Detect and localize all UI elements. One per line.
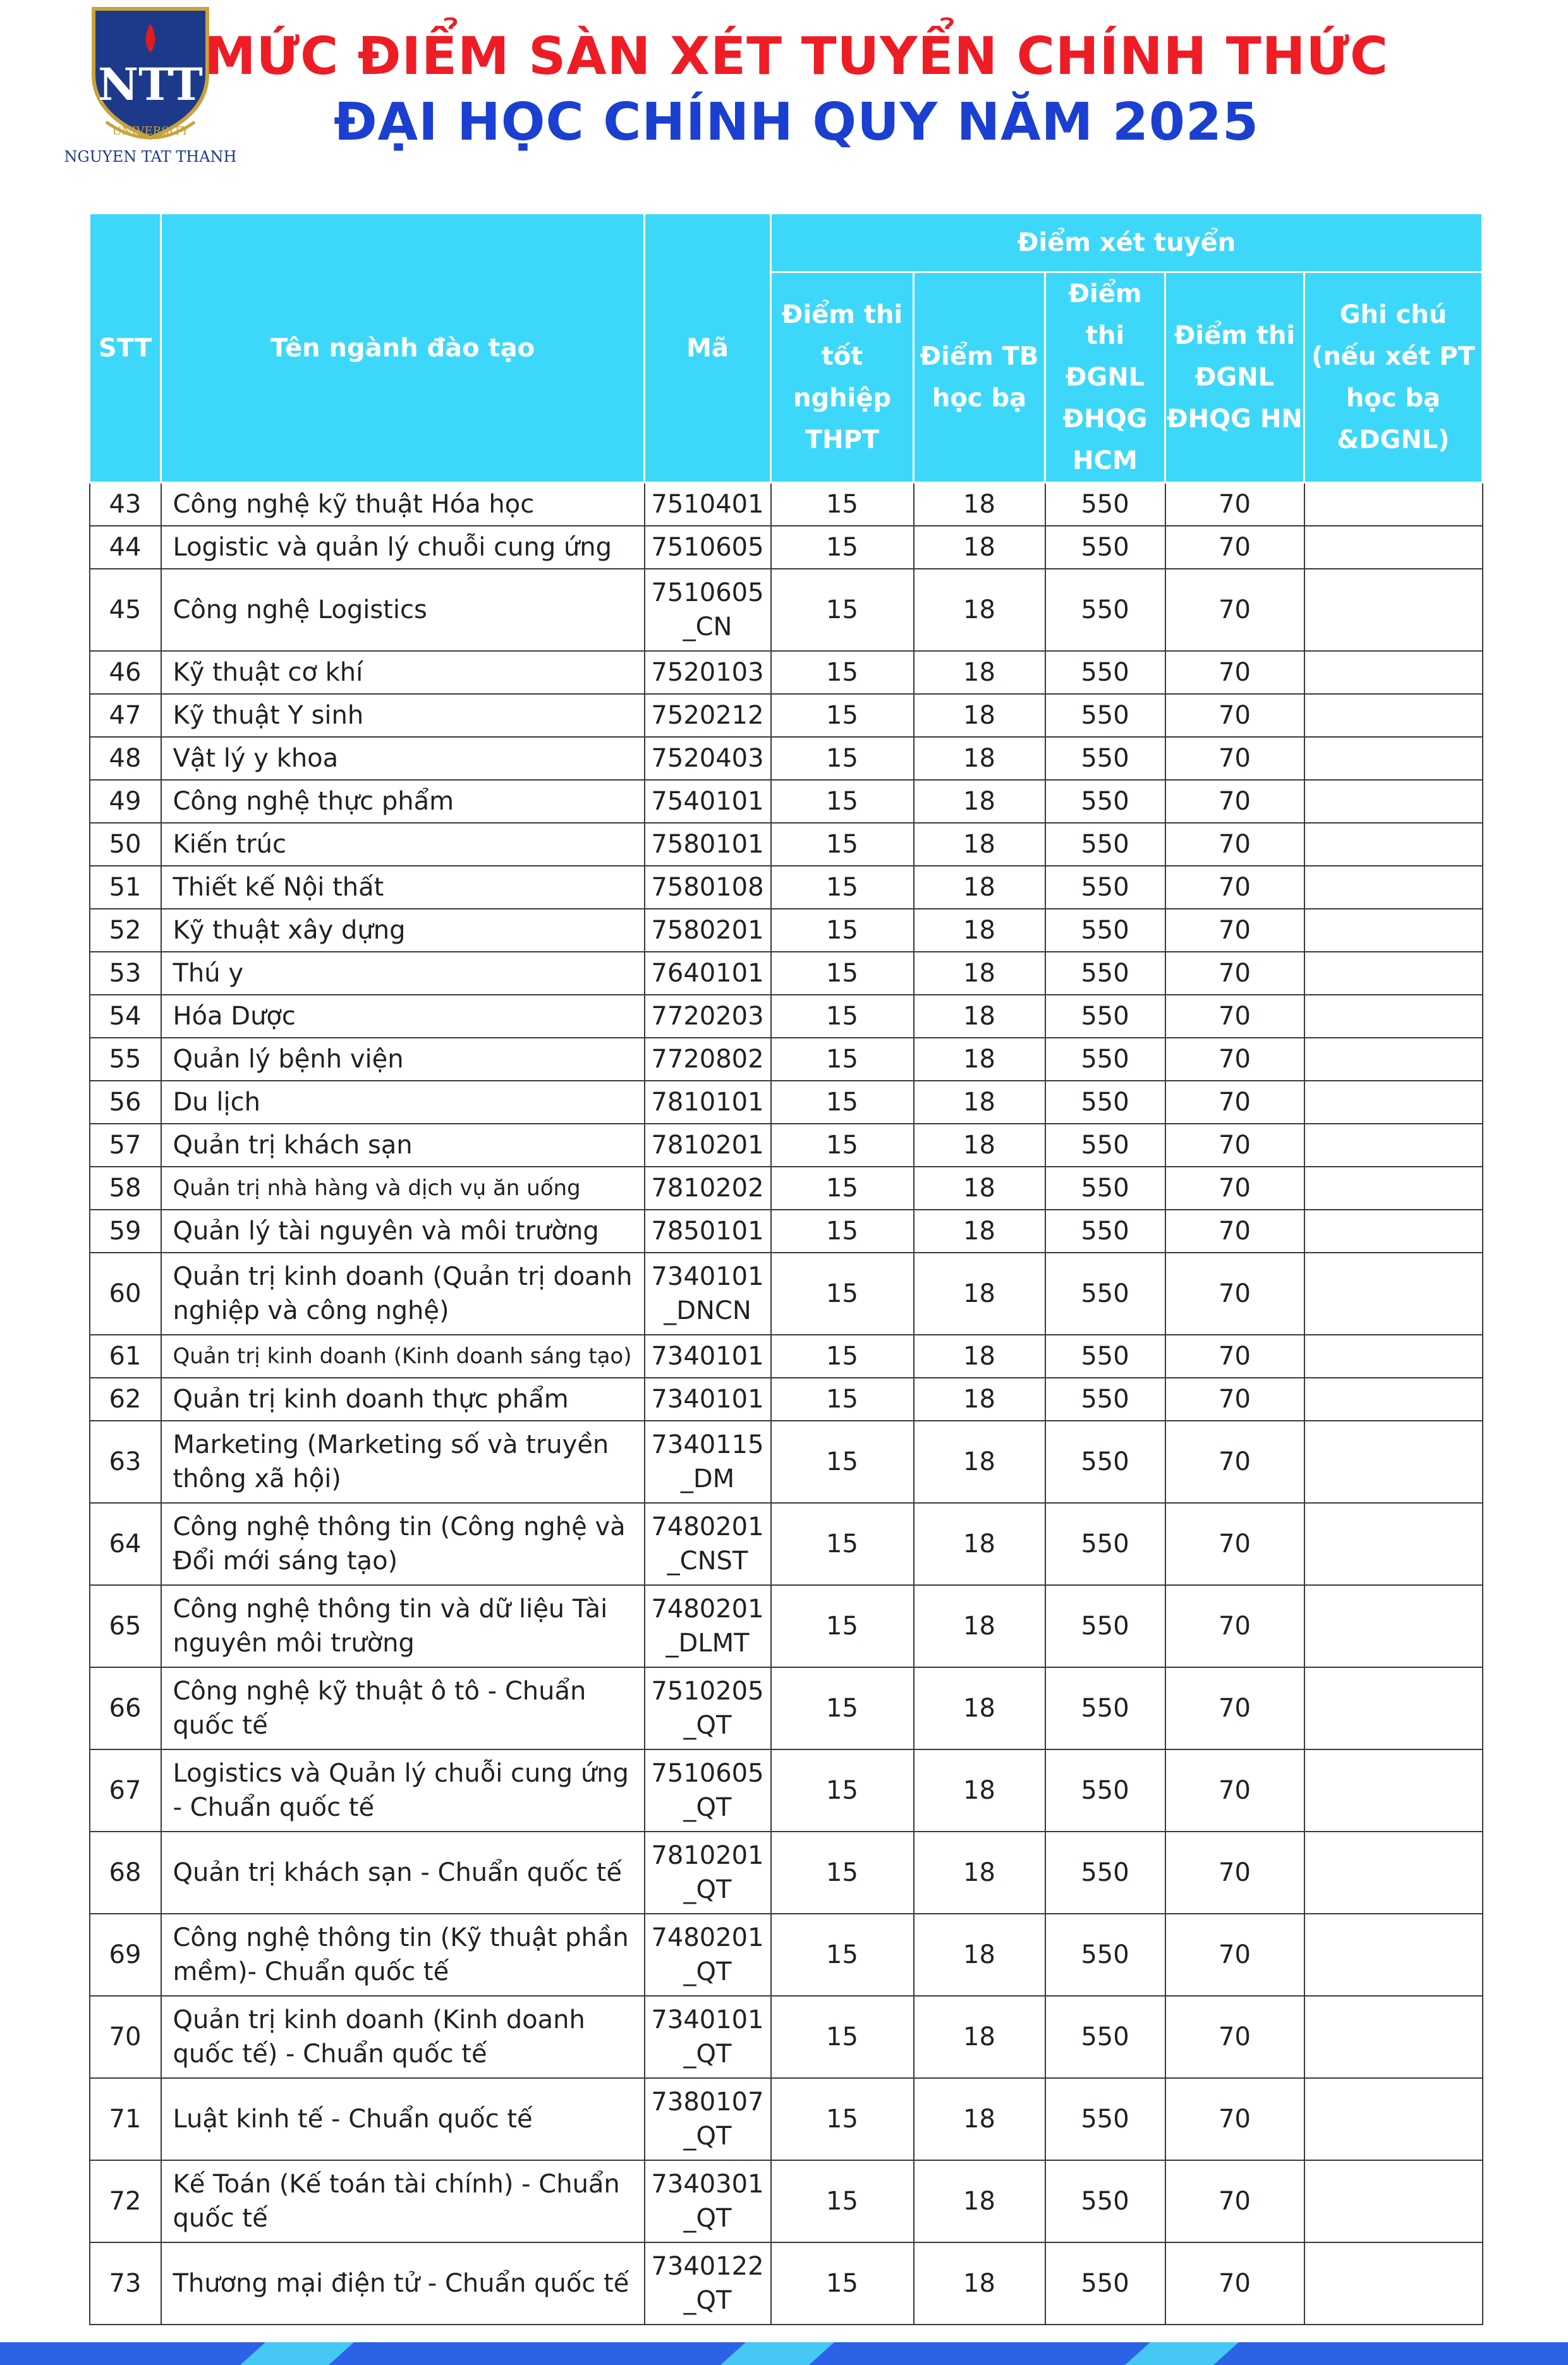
row-thpt-score: 15 <box>771 1081 914 1124</box>
row-dgnl-hn-score: 70 <box>1165 526 1304 569</box>
table-row <box>90 1124 1483 1167</box>
row-thpt-score: 15 <box>771 952 914 995</box>
row-dgnl-hn-score: 70 <box>1165 866 1304 909</box>
table-row <box>90 1421 1483 1503</box>
row-dgnl-hcm-score: 550 <box>1045 1749 1165 1832</box>
table-row <box>90 1081 1483 1124</box>
row-dgnl-hcm-score: 550 <box>1045 866 1165 909</box>
row-dgnl-hcm-score: 550 <box>1045 995 1165 1038</box>
row-stt: 46 <box>90 651 161 694</box>
bottom-decor-bar <box>0 2342 1568 2365</box>
logo-ring-text: UNIVERSITY <box>112 125 189 138</box>
table-row <box>90 866 1483 909</box>
row-note <box>1304 1914 1483 1996</box>
row-hocba-score: 18 <box>914 1503 1045 1585</box>
row-thpt-score: 15 <box>771 526 914 569</box>
row-code: 7340101 <box>645 1335 771 1378</box>
row-dgnl-hcm-score: 550 <box>1045 780 1165 823</box>
row-name: Quản trị kinh doanh (Kinh doanh sáng tạo) <box>161 1335 645 1378</box>
row-note <box>1304 2160 1483 2242</box>
row-thpt-score: 15 <box>771 569 914 651</box>
row-code: 7340115 _DM <box>645 1421 771 1503</box>
row-thpt-score: 15 <box>771 1996 914 2078</box>
row-thpt-score: 15 <box>771 1124 914 1167</box>
table-row <box>90 2078 1483 2160</box>
row-hocba-score: 18 <box>914 1335 1045 1378</box>
row-code: 7580101 <box>645 823 771 866</box>
row-hocba-score: 18 <box>914 1210 1045 1253</box>
row-dgnl-hcm-score: 550 <box>1045 1503 1165 1585</box>
row-dgnl-hn-score: 70 <box>1165 1210 1304 1253</box>
row-dgnl-hn-score: 70 <box>1165 1585 1304 1667</box>
row-thpt-score: 15 <box>771 2160 914 2242</box>
table-row <box>90 1038 1483 1081</box>
row-dgnl-hcm-score: 550 <box>1045 483 1165 526</box>
page-title-line-1: MỨC ĐIỂM SÀN XÉT TUYỂN CHÍNH THỨC <box>204 27 1389 87</box>
row-stt: 62 <box>90 1378 161 1421</box>
row-code: 7480201 _DLMT <box>645 1585 771 1667</box>
table-row <box>90 1253 1483 1335</box>
row-stt: 45 <box>90 569 161 651</box>
row-dgnl-hcm-score: 550 <box>1045 1832 1165 1914</box>
row-note <box>1304 1335 1483 1378</box>
row-name: Công nghệ Logistics <box>161 569 645 651</box>
row-note <box>1304 694 1483 737</box>
row-hocba-score: 18 <box>914 1832 1045 1914</box>
row-name: Quản trị nhà hàng và dịch vụ ăn uống <box>161 1167 645 1210</box>
row-dgnl-hn-score: 70 <box>1165 737 1304 780</box>
row-dgnl-hn-score: 70 <box>1165 1378 1304 1421</box>
logo-monogram: NTT <box>98 58 203 111</box>
row-hocba-score: 18 <box>914 1167 1045 1210</box>
row-name: Kiến trúc <box>161 823 645 866</box>
row-note <box>1304 1124 1483 1167</box>
table-row <box>90 2242 1483 2325</box>
row-hocba-score: 18 <box>914 866 1045 909</box>
row-code: 7340101 <box>645 1378 771 1421</box>
row-note <box>1304 1996 1483 2078</box>
row-code: 7520403 <box>645 737 771 780</box>
row-name: Kỹ thuật cơ khí <box>161 651 645 694</box>
row-code: 7810202 <box>645 1167 771 1210</box>
row-hocba-score: 18 <box>914 995 1045 1038</box>
row-name: Du lịch <box>161 1081 645 1124</box>
table-row <box>90 1503 1483 1585</box>
row-dgnl-hcm-score: 550 <box>1045 737 1165 780</box>
table-body <box>90 483 1483 2325</box>
row-thpt-score: 15 <box>771 737 914 780</box>
row-dgnl-hn-score: 70 <box>1165 1832 1304 1914</box>
row-dgnl-hcm-score: 550 <box>1045 1914 1165 1996</box>
header-stt: STT <box>90 214 161 483</box>
row-thpt-score: 15 <box>771 1167 914 1210</box>
row-dgnl-hcm-score: 550 <box>1045 1378 1165 1421</box>
row-note <box>1304 526 1483 569</box>
row-stt: 50 <box>90 823 161 866</box>
row-stt: 68 <box>90 1832 161 1914</box>
row-note <box>1304 1378 1483 1421</box>
row-name: Logistics và Quản lý chuỗi cung ứng - Chuẩn quốc tế <box>161 1749 645 1832</box>
row-dgnl-hcm-score: 550 <box>1045 694 1165 737</box>
row-note <box>1304 952 1483 995</box>
row-dgnl-hcm-score: 550 <box>1045 1124 1165 1167</box>
row-code: 7850101 <box>645 1210 771 1253</box>
row-code: 7340101 _DNCN <box>645 1253 771 1335</box>
row-dgnl-hn-score: 70 <box>1165 909 1304 952</box>
row-hocba-score: 18 <box>914 780 1045 823</box>
row-note <box>1304 569 1483 651</box>
row-dgnl-hn-score: 70 <box>1165 1421 1304 1503</box>
row-hocba-score: 18 <box>914 694 1045 737</box>
table-row <box>90 1335 1483 1378</box>
table-row <box>90 694 1483 737</box>
row-dgnl-hcm-score: 550 <box>1045 1335 1165 1378</box>
row-hocba-score: 18 <box>914 2242 1045 2325</box>
row-thpt-score: 15 <box>771 1253 914 1335</box>
row-dgnl-hn-score: 70 <box>1165 1996 1304 2078</box>
header-code: Mã <box>645 214 771 483</box>
row-thpt-score: 15 <box>771 1667 914 1749</box>
page-title-line-2: ĐẠI HỌC CHÍNH QUY NĂM 2025 <box>333 92 1260 152</box>
table-row <box>90 1667 1483 1749</box>
row-code: 7540101 <box>645 780 771 823</box>
row-hocba-score: 18 <box>914 1667 1045 1749</box>
row-dgnl-hcm-score: 550 <box>1045 2242 1165 2325</box>
row-dgnl-hn-score: 70 <box>1165 483 1304 526</box>
row-dgnl-hn-score: 70 <box>1165 569 1304 651</box>
row-hocba-score: 18 <box>914 1253 1045 1335</box>
row-stt: 43 <box>90 483 161 526</box>
header-dgnl-hcm: Điểm thi ĐGNL ĐHQG HCM <box>1045 272 1165 483</box>
row-name: Quản lý tài nguyên và môi trường <box>161 1210 645 1253</box>
row-hocba-score: 18 <box>914 483 1045 526</box>
row-name: Công nghệ thông tin và dữ liệu Tài nguyên môi trường <box>161 1585 645 1667</box>
row-dgnl-hcm-score: 550 <box>1045 1167 1165 1210</box>
row-note <box>1304 651 1483 694</box>
row-thpt-score: 15 <box>771 1378 914 1421</box>
row-name: Công nghệ thông tin (Công nghệ và Đổi mới sáng tạo) <box>161 1503 645 1585</box>
row-dgnl-hn-score: 70 <box>1165 1124 1304 1167</box>
row-dgnl-hn-score: 70 <box>1165 2242 1304 2325</box>
row-note <box>1304 909 1483 952</box>
row-code: 7510605 <box>645 526 771 569</box>
row-stt: 47 <box>90 694 161 737</box>
row-dgnl-hn-score: 70 <box>1165 995 1304 1038</box>
row-hocba-score: 18 <box>914 569 1045 651</box>
table-row <box>90 823 1483 866</box>
row-dgnl-hcm-score: 550 <box>1045 1996 1165 2078</box>
row-hocba-score: 18 <box>914 1914 1045 1996</box>
row-dgnl-hcm-score: 550 <box>1045 1210 1165 1253</box>
row-code: 7340122 _QT <box>645 2242 771 2325</box>
row-code: 7810201 <box>645 1124 771 1167</box>
row-stt: 70 <box>90 1996 161 2078</box>
row-hocba-score: 18 <box>914 952 1045 995</box>
header-note: Ghi chú (nếu xét PT học bạ &DGNL) <box>1304 272 1483 483</box>
row-dgnl-hcm-score: 550 <box>1045 1253 1165 1335</box>
row-name: Marketing (Marketing số và truyền thông xã hội) <box>161 1421 645 1503</box>
row-thpt-score: 15 <box>771 1749 914 1832</box>
row-thpt-score: 15 <box>771 1421 914 1503</box>
table-row <box>90 1378 1483 1421</box>
row-hocba-score: 18 <box>914 1749 1045 1832</box>
row-name: Quản trị khách sạn <box>161 1124 645 1167</box>
row-stt: 64 <box>90 1503 161 1585</box>
row-dgnl-hcm-score: 550 <box>1045 526 1165 569</box>
row-hocba-score: 18 <box>914 2078 1045 2160</box>
row-thpt-score: 15 <box>771 1503 914 1585</box>
row-code: 7810201 _QT <box>645 1832 771 1914</box>
row-dgnl-hn-score: 70 <box>1165 1914 1304 1996</box>
row-name: Hóa Dược <box>161 995 645 1038</box>
row-note <box>1304 1832 1483 1914</box>
row-note <box>1304 1081 1483 1124</box>
row-dgnl-hn-score: 70 <box>1165 952 1304 995</box>
row-note <box>1304 866 1483 909</box>
table-row <box>90 569 1483 651</box>
row-hocba-score: 18 <box>914 737 1045 780</box>
row-hocba-score: 18 <box>914 1585 1045 1667</box>
row-stt: 69 <box>90 1914 161 1996</box>
row-dgnl-hn-score: 70 <box>1165 1038 1304 1081</box>
score-table <box>88 212 1483 2325</box>
table-row <box>90 2160 1483 2242</box>
header-group: Điểm xét tuyển <box>771 214 1483 272</box>
row-thpt-score: 15 <box>771 823 914 866</box>
row-stt: 65 <box>90 1585 161 1667</box>
row-thpt-score: 15 <box>771 995 914 1038</box>
row-dgnl-hn-score: 70 <box>1165 1335 1304 1378</box>
row-code: 7510401 <box>645 483 771 526</box>
table-row <box>90 651 1483 694</box>
row-hocba-score: 18 <box>914 1081 1045 1124</box>
row-stt: 52 <box>90 909 161 952</box>
row-name: Kế Toán (Kế toán tài chính) - Chuẩn quốc tế <box>161 2160 645 2242</box>
row-thpt-score: 15 <box>771 2078 914 2160</box>
table-row <box>90 995 1483 1038</box>
row-stt: 60 <box>90 1253 161 1335</box>
row-note <box>1304 1421 1483 1503</box>
row-note <box>1304 1210 1483 1253</box>
row-dgnl-hn-score: 70 <box>1165 1253 1304 1335</box>
row-hocba-score: 18 <box>914 526 1045 569</box>
row-note <box>1304 2078 1483 2160</box>
table-row <box>90 909 1483 952</box>
row-dgnl-hcm-score: 550 <box>1045 651 1165 694</box>
row-note <box>1304 737 1483 780</box>
row-stt: 57 <box>90 1124 161 1167</box>
row-code: 7510605 _CN <box>645 569 771 651</box>
header-name: Tên ngành đào tạo <box>161 214 645 483</box>
row-hocba-score: 18 <box>914 823 1045 866</box>
row-hocba-score: 18 <box>914 2160 1045 2242</box>
row-name: Công nghệ thông tin (Kỹ thuật phần mềm)- Chuẩn quốc tế <box>161 1914 645 1996</box>
row-dgnl-hn-score: 70 <box>1165 651 1304 694</box>
row-name: Quản trị kinh doanh (Quản trị doanh nghiệp và công nghệ) <box>161 1253 645 1335</box>
row-dgnl-hn-score: 70 <box>1165 1167 1304 1210</box>
row-thpt-score: 15 <box>771 694 914 737</box>
row-hocba-score: 18 <box>914 651 1045 694</box>
row-stt: 61 <box>90 1335 161 1378</box>
row-code: 7510205 _QT <box>645 1667 771 1749</box>
row-name: Kỹ thuật Y sinh <box>161 694 645 737</box>
row-note <box>1304 1038 1483 1081</box>
row-name: Thú y <box>161 952 645 995</box>
row-name: Thương mại điện tử - Chuẩn quốc tế <box>161 2242 645 2325</box>
row-dgnl-hcm-score: 550 <box>1045 1038 1165 1081</box>
row-note <box>1304 1253 1483 1335</box>
row-stt: 55 <box>90 1038 161 1081</box>
row-dgnl-hcm-score: 550 <box>1045 823 1165 866</box>
row-name: Công nghệ kỹ thuật Hóa học <box>161 483 645 526</box>
row-name: Quản trị kinh doanh (Kinh doanh quốc tế) - Chuẩn quốc tế <box>161 1996 645 2078</box>
row-hocba-score: 18 <box>914 1421 1045 1503</box>
row-code: 7640101 <box>645 952 771 995</box>
row-code: 7720203 <box>645 995 771 1038</box>
table-row <box>90 483 1483 526</box>
row-hocba-score: 18 <box>914 1996 1045 2078</box>
table-row <box>90 780 1483 823</box>
row-code: 7340301 _QT <box>645 2160 771 2242</box>
row-dgnl-hn-score: 70 <box>1165 2078 1304 2160</box>
table-row <box>90 1996 1483 2078</box>
row-stt: 67 <box>90 1749 161 1832</box>
row-note <box>1304 1667 1483 1749</box>
row-hocba-score: 18 <box>914 1038 1045 1081</box>
row-name: Công nghệ kỹ thuật ô tô - Chuẩn quốc tế <box>161 1667 645 1749</box>
row-stt: 63 <box>90 1421 161 1503</box>
row-dgnl-hn-score: 70 <box>1165 694 1304 737</box>
row-dgnl-hn-score: 70 <box>1165 1503 1304 1585</box>
row-dgnl-hn-score: 70 <box>1165 1081 1304 1124</box>
row-name: Luật kinh tế - Chuẩn quốc tế <box>161 2078 645 2160</box>
row-note <box>1304 1167 1483 1210</box>
row-stt: 66 <box>90 1667 161 1749</box>
row-dgnl-hcm-score: 550 <box>1045 2078 1165 2160</box>
row-code: 7720802 <box>645 1038 771 1081</box>
row-dgnl-hn-score: 70 <box>1165 780 1304 823</box>
row-note <box>1304 483 1483 526</box>
row-note <box>1304 1503 1483 1585</box>
score-table-wrapper <box>88 212 1481 2325</box>
row-name: Quản trị kinh doanh thực phẩm <box>161 1378 645 1421</box>
row-stt: 49 <box>90 780 161 823</box>
row-stt: 56 <box>90 1081 161 1124</box>
row-name: Công nghệ thực phẩm <box>161 780 645 823</box>
row-note <box>1304 995 1483 1038</box>
row-dgnl-hcm-score: 550 <box>1045 952 1165 995</box>
row-dgnl-hn-score: 70 <box>1165 1667 1304 1749</box>
row-code: 7580108 <box>645 866 771 909</box>
row-code: 7480201 _CNST <box>645 1503 771 1585</box>
row-stt: 72 <box>90 2160 161 2242</box>
table-row <box>90 1585 1483 1667</box>
table-row <box>90 1210 1483 1253</box>
row-dgnl-hcm-score: 550 <box>1045 1667 1165 1749</box>
row-dgnl-hcm-score: 550 <box>1045 2160 1165 2242</box>
row-dgnl-hn-score: 70 <box>1165 2160 1304 2242</box>
row-dgnl-hcm-score: 550 <box>1045 1585 1165 1667</box>
row-thpt-score: 15 <box>771 866 914 909</box>
row-note <box>1304 823 1483 866</box>
header-hocba: Điểm TB học bạ <box>914 272 1045 483</box>
row-stt: 54 <box>90 995 161 1038</box>
row-thpt-score: 15 <box>771 1038 914 1081</box>
table-row <box>90 1167 1483 1210</box>
row-dgnl-hn-score: 70 <box>1165 823 1304 866</box>
logo-caption: NGUYEN TAT THANH <box>64 148 237 166</box>
table-row <box>90 1749 1483 1832</box>
row-stt: 51 <box>90 866 161 909</box>
table-row <box>90 526 1483 569</box>
row-dgnl-hn-score: 70 <box>1165 1749 1304 1832</box>
table-row <box>90 1832 1483 1914</box>
row-thpt-score: 15 <box>771 780 914 823</box>
row-name: Kỹ thuật xây dựng <box>161 909 645 952</box>
row-thpt-score: 15 <box>771 1585 914 1667</box>
row-note <box>1304 2242 1483 2325</box>
row-name: Vật lý y khoa <box>161 737 645 780</box>
row-code: 7580201 <box>645 909 771 952</box>
row-stt: 53 <box>90 952 161 995</box>
row-stt: 71 <box>90 2078 161 2160</box>
table-row <box>90 1914 1483 1996</box>
row-stt: 59 <box>90 1210 161 1253</box>
row-note <box>1304 1585 1483 1667</box>
row-stt: 44 <box>90 526 161 569</box>
row-code: 7810101 <box>645 1081 771 1124</box>
header-thpt: Điểm thi tốt nghiệp THPT <box>771 272 914 483</box>
row-dgnl-hcm-score: 550 <box>1045 909 1165 952</box>
row-thpt-score: 15 <box>771 1210 914 1253</box>
header-dgnl-hn: Điểm thi ĐGNL ĐHQG HN <box>1165 272 1304 483</box>
row-thpt-score: 15 <box>771 651 914 694</box>
row-stt: 58 <box>90 1167 161 1210</box>
row-name: Logistic và quản lý chuỗi cung ứng <box>161 526 645 569</box>
table-row <box>90 737 1483 780</box>
row-code: 7480201 _QT <box>645 1914 771 1996</box>
row-hocba-score: 18 <box>914 1124 1045 1167</box>
row-code: 7510605 _QT <box>645 1749 771 1832</box>
table-row <box>90 952 1483 995</box>
row-dgnl-hcm-score: 550 <box>1045 1081 1165 1124</box>
row-hocba-score: 18 <box>914 1378 1045 1421</box>
row-thpt-score: 15 <box>771 909 914 952</box>
row-code: 7520103 <box>645 651 771 694</box>
row-note <box>1304 1749 1483 1832</box>
row-hocba-score: 18 <box>914 909 1045 952</box>
row-dgnl-hcm-score: 550 <box>1045 569 1165 651</box>
row-code: 7340101 _QT <box>645 1996 771 2078</box>
row-note <box>1304 780 1483 823</box>
row-thpt-score: 15 <box>771 483 914 526</box>
row-thpt-score: 15 <box>771 1832 914 1914</box>
row-thpt-score: 15 <box>771 1335 914 1378</box>
row-code: 7520212 <box>645 694 771 737</box>
row-thpt-score: 15 <box>771 1914 914 1996</box>
row-stt: 48 <box>90 737 161 780</box>
row-name: Quản trị khách sạn - Chuẩn quốc tế <box>161 1832 645 1914</box>
row-thpt-score: 15 <box>771 2242 914 2325</box>
row-name: Quản lý bệnh viện <box>161 1038 645 1081</box>
row-stt: 73 <box>90 2242 161 2325</box>
row-name: Thiết kế Nội thất <box>161 866 645 909</box>
row-dgnl-hcm-score: 550 <box>1045 1421 1165 1503</box>
row-code: 7380107 _QT <box>645 2078 771 2160</box>
